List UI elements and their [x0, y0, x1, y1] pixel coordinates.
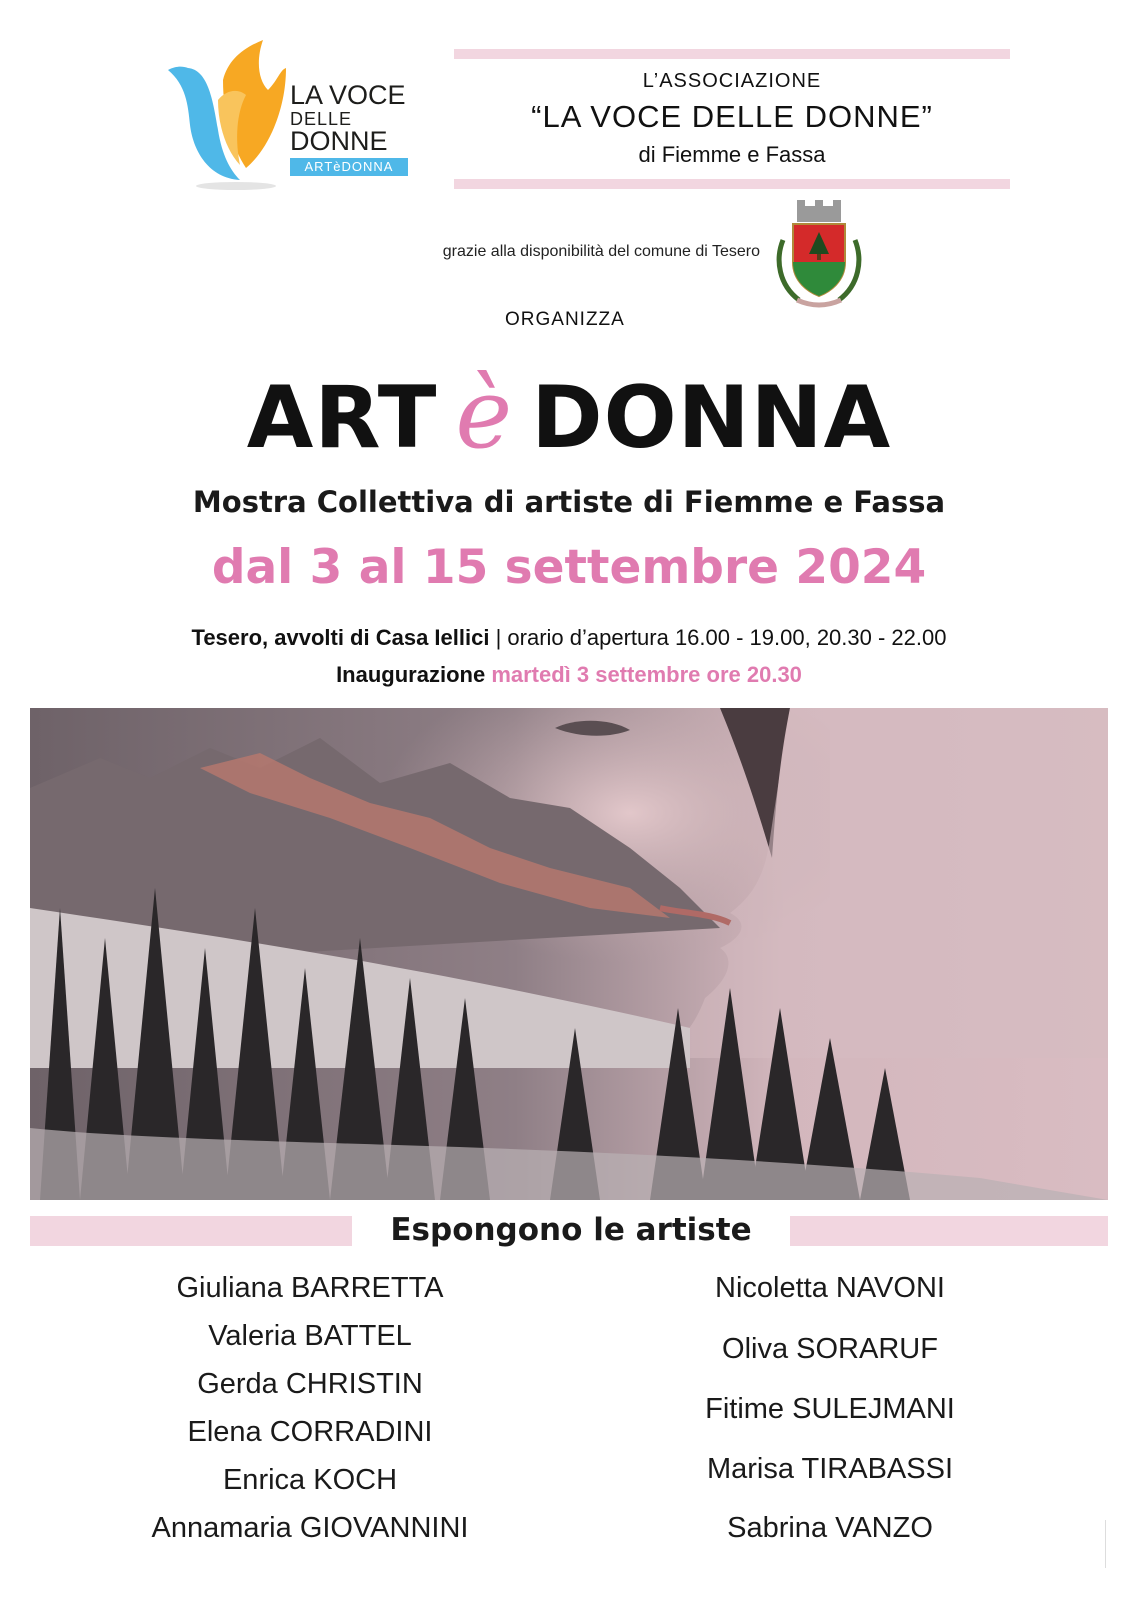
title-e: è [455, 358, 514, 470]
venue-line [0, 625, 1138, 651]
artist-name: Enrica KOCH [222, 1464, 398, 1496]
event-title [0, 358, 1138, 470]
venue-place: Tesero, avvolti di Casa Iellici [191, 625, 490, 650]
association-label: L’ASSOCIAZIONE [642, 70, 822, 92]
artists-heading-right-bar [790, 1216, 1108, 1246]
event-dates: dal 3 al 15 settembre 2024 [211, 540, 927, 595]
thanks-text: grazie alla disponibilità del comune di Tesero [442, 243, 760, 260]
logo-text-line3: DONNE [290, 126, 388, 156]
inauguration-line [0, 662, 1138, 688]
artist-name: Valeria BATTEL [208, 1320, 412, 1352]
artist-name: Marisa TIRABASSI [706, 1453, 954, 1485]
artists-heading-left-bar [30, 1216, 352, 1246]
logo-text-line2: DELLE [290, 109, 353, 129]
artist-name: Giuliana BARRETTA [176, 1272, 444, 1304]
artists-heading: Espongono le artiste [390, 1212, 752, 1248]
artwork-painting [30, 708, 1108, 1200]
association-logo [168, 40, 418, 190]
association-bottom-bar [454, 179, 1010, 189]
event-subtitle: Mostra Collettiva di artiste di Fiemme e Fassa [192, 485, 946, 519]
artwork-image [30, 708, 1108, 1200]
artist-name: Sabrina VANZO [727, 1512, 933, 1544]
artist-name: Oliva SORARUF [722, 1333, 938, 1365]
venue-hours: | orario d’apertura 16.00 - 19.00, 20.30 - 22.00 [489, 625, 947, 650]
association-name: “LA VOCE DELLE DONNE” [531, 99, 933, 134]
artist-name: Gerda CHRISTIN [197, 1368, 423, 1400]
title-art: ART [246, 368, 438, 468]
title-donna: DONNA [531, 368, 892, 468]
flame-logo-icon [168, 40, 286, 190]
association-top-bar [454, 49, 1010, 59]
organizza-label: ORGANIZZA [505, 309, 625, 330]
artist-name: Elena CORRADINI [187, 1416, 433, 1448]
inauguration-when: martedì 3 settembre ore 20.30 [491, 662, 802, 687]
municipality-crest-icon [773, 200, 865, 312]
logo-tagline: ARTèDONNA [290, 158, 408, 176]
artist-name: Fitime SULEJMANI [705, 1393, 955, 1425]
artist-name: Annamaria GIOVANNINI [151, 1512, 469, 1544]
association-region: di Fiemme e Fassa [638, 142, 826, 167]
logo-text-line1: LA VOCE [290, 80, 406, 110]
inauguration-label: Inaugurazione [336, 662, 486, 687]
printer-mark [1105, 1520, 1112, 1568]
artist-name: Nicoletta NAVONI [715, 1272, 945, 1304]
